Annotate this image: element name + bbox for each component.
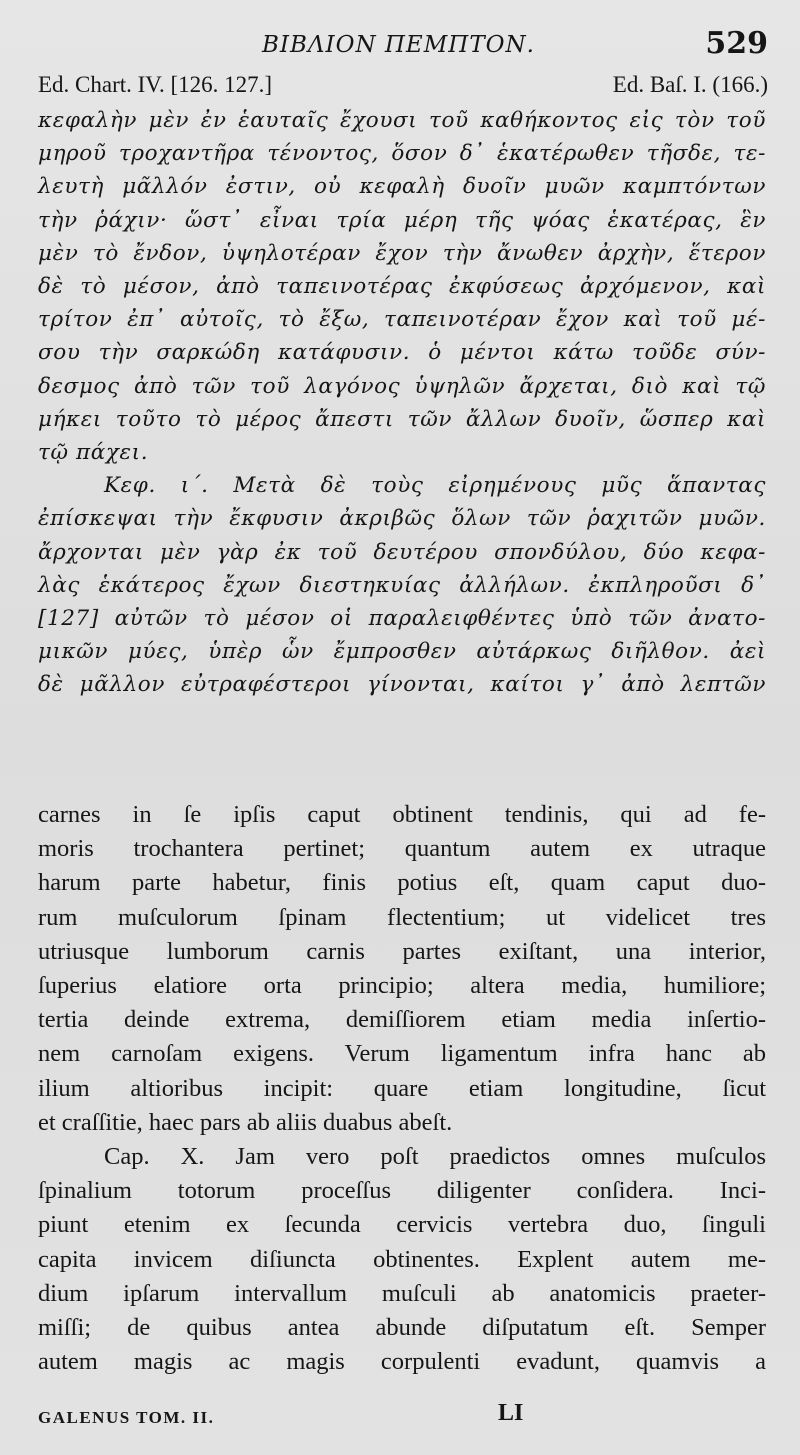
- latin-line: capita invicem diſiuncta obtinentes. Explent autem me-: [38, 1245, 766, 1273]
- latin-line: utriusque lumborum carnis partes exiſtant, una interior,: [38, 937, 766, 965]
- greek-line: τὴν ῥάχιν· ὥστ᾽ εἶναι τρία μέρη τῆς ψόας ἑκατέρας, ἓν: [38, 207, 766, 233]
- greek-chapter-heading-line: Κεφ. ι΄. Μετὰ δὲ τοὺς εἰρημένους μῦς ἅπαντας: [104, 473, 766, 499]
- greek-line: δὲ τὸ μέσον, ἀπὸ ταπεινοτέρας ἐκφύσεως ἀρχόμενον, καὶ: [38, 274, 766, 300]
- latin-line: moris trochantera pertinet; quantum autem ex utraque: [38, 835, 766, 863]
- greek-line: σου τὴν σαρκώδη κατάφυσιν. ὁ μέντοι κάτω τοῦδε σύν-: [38, 340, 766, 366]
- latin-line: et craſſitie, haec pars ab aliis duabus abeſt.: [38, 1108, 453, 1136]
- edition-references: [38, 72, 768, 102]
- signature-mark: GALENUS TOM. II.: [38, 1408, 215, 1427]
- greek-line: ἐπίσκεψαι τὴν ἔκφυσιν ἀκριβῶς ὅλων τῶν ῥαχιτῶν μυῶν.: [38, 506, 766, 532]
- latin-line: ſpinalium totorum proceſſus diligenter conſidera. Inci-: [38, 1177, 766, 1205]
- latin-line: nem carnoſam exigens. Verum ligamentum infra hanc ab: [38, 1040, 766, 1068]
- greek-line: τῷ πάχει.: [38, 440, 149, 466]
- greek-line: κεφαλὴν μὲν ἐν ἑαυταῖς ἔχουσι τοῦ καθήκοντος εἰς τὸν τοῦ: [38, 108, 766, 133]
- latin-line: carnes in ſe ipſis caput obtinent tendinis, qui ad fe-: [38, 801, 766, 828]
- greek-text-block: [38, 104, 766, 702]
- edition-reference-chartier: Ed. Chart. IV. [126. 127.]: [38, 72, 273, 97]
- greek-line: λευτὴ μᾶλλόν ἐστιν, οὐ κεφαλὴ δυοῖν μυῶν καμπτόντων: [38, 174, 766, 200]
- latin-line: ſuperius elatiore orta principio; altera media, humiliore;: [38, 972, 766, 1000]
- page-header: [0, 22, 800, 72]
- latin-line: ilium altioribus incipit: quare etiam longitudine, ſicut: [38, 1074, 766, 1102]
- latin-line: autem magis ac magis corpulenti evadunt, quamvis a: [38, 1348, 766, 1376]
- greek-line: δὲ μᾶλλον εὐτραφέστεροι γίνονται, καίτοι γ᾽ ἀπὸ λεπτῶν: [38, 672, 766, 698]
- latin-line: dium ipſarum intervallum muſculi ab anatomicis praeter-: [38, 1279, 766, 1307]
- page-number: 529: [705, 26, 768, 61]
- latin-line: harum parte habetur, finis potius eſt, quam caput duo-: [38, 869, 766, 897]
- latin-line: tertia deinde extrema, demiſſiorem etiam media inſertio-: [38, 1006, 766, 1034]
- latin-line: miſſi; de quibus antea abunde diſputatum eſt. Semper: [38, 1314, 766, 1342]
- sheet-mark: LI: [498, 1400, 524, 1426]
- greek-line: δεσμος ἀπὸ τῶν τοῦ λαγόνος ὑψηλῶν ἄρχεται, διὸ καὶ τῷ: [38, 373, 766, 399]
- greek-line: μὲν τὸ ἔνδον, ὑψηλοτέραν ἔχον τὴν ἄνωθεν ἀρχὴν, ἕτερον: [38, 240, 766, 266]
- greek-line: μήκει τοῦτο τὸ μέρος ἄπεστι τῶν ἄλλων δυοῖν, ὥσπερ καὶ: [38, 406, 766, 432]
- edition-reference-basel: Ed. Baſ. I. (166.): [612, 72, 768, 97]
- greek-line: λὰς ἑκάτερος ἔχων διεστηκυίας ἀλλήλων. ἐκπληροῦσι δ᾽: [38, 572, 766, 598]
- latin-line: rum muſculorum ſpinam flectentium; ut videlicet tres: [38, 903, 766, 931]
- latin-chapter-heading-line: Cap. X. Jam vero poſt praedictos omnes muſculos: [104, 1143, 766, 1171]
- latin-line: piunt etenim ex ſecunda cervicis vertebra duo, ſinguli: [38, 1211, 766, 1239]
- latin-text-block: [38, 798, 766, 1379]
- greek-line: ἄρχονται μὲν γὰρ ἐκ τοῦ δευτέρου σπονδύλου, δύο κεφα-: [38, 539, 766, 565]
- page-footer: [38, 1398, 768, 1428]
- greek-line: μηροῦ τροχαντῆρα τένοντος, ὅσον δ᾽ ἑκατέρωθεν τῆσδε, τε-: [38, 141, 766, 167]
- running-title: BIBΛΙΟΝ ΠΕΜΠΤΟΝ.: [262, 32, 535, 58]
- greek-line: μικῶν μύες, ὑπὲρ ὧν ἔμπροσθεν αὐτάρκως διῆλθον. ἀεὶ: [38, 639, 766, 665]
- greek-line: τρίτον ἐπ᾽ αὐτοῖς, τὸ ἔξω, ταπεινοτέραν ἔχον καὶ τοῦ μέ-: [38, 307, 766, 333]
- greek-line: [127] αὐτῶν τὸ μέσον οἱ παραλειφθέντες ὑπὸ τῶν ἀνατο-: [38, 606, 766, 632]
